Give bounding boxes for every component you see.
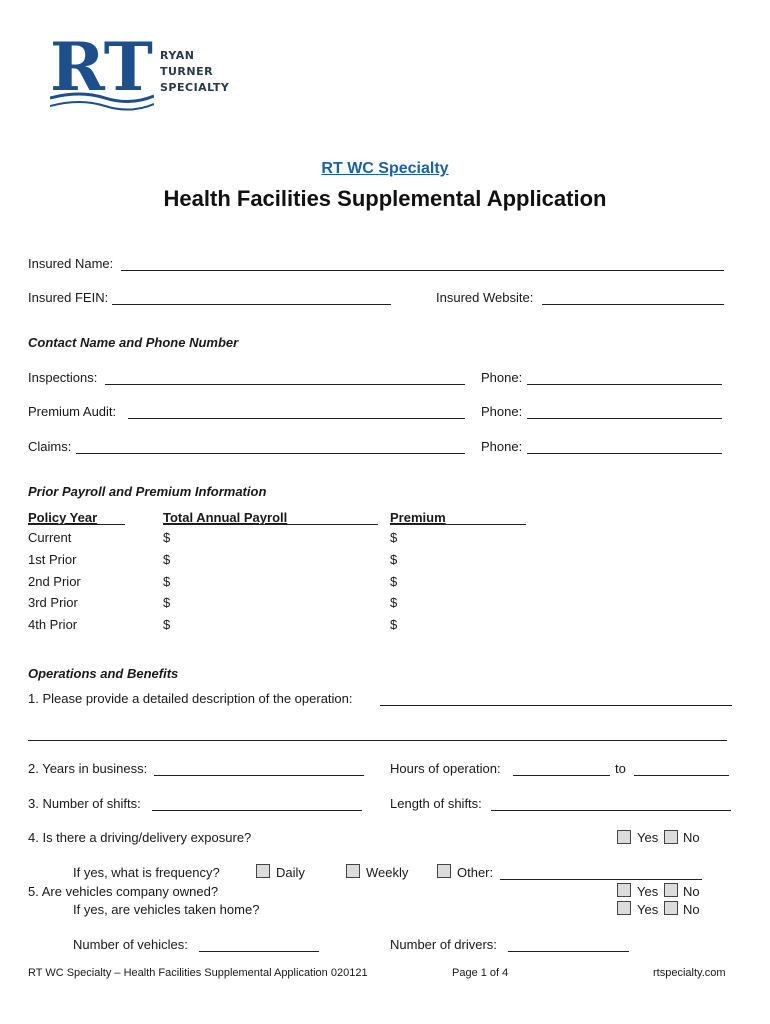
footer-page-number: Page 1 of 4 [452, 967, 509, 979]
taken-home-label: If yes, are vehicles taken home? [73, 902, 260, 917]
payroll-row-premium[interactable]: $ [390, 595, 398, 610]
hours-to-field[interactable] [634, 775, 729, 776]
frequency-label: If yes, what is frequency? [73, 865, 220, 880]
logo-line-1: RYAN [160, 49, 195, 62]
payroll-row-premium[interactable]: $ [390, 617, 398, 632]
frequency-daily-label: Daily [276, 865, 305, 880]
hours-to-label: to [615, 761, 626, 776]
q4-yes-label: Yes [637, 830, 659, 845]
taken-home-yes-checkbox[interactable] [617, 901, 631, 915]
contact-claims-label: Claims: [28, 439, 72, 454]
frequency-weekly-label: Weekly [366, 865, 409, 880]
form-title: Health Facilities Supplemental Application [163, 186, 607, 211]
payroll-row-payroll[interactable]: $ [163, 552, 171, 567]
insured-website-field[interactable] [542, 304, 724, 305]
logo-mark-text: RT [50, 32, 153, 106]
num-vehicles-label: Number of vehicles: [73, 937, 188, 952]
payroll-heading: Prior Payroll and Premium Information [28, 484, 267, 499]
logo-line-3: SPECIALTY [160, 81, 230, 94]
frequency-other-field[interactable] [500, 879, 702, 880]
col-total-payroll: Total Annual Payroll [163, 510, 288, 525]
q4-no-checkbox[interactable] [664, 830, 678, 844]
taken-home-yes-label: Yes [637, 902, 659, 917]
payroll-row-payroll[interactable]: $ [163, 530, 171, 545]
num-vehicles-field[interactable] [199, 951, 319, 952]
contact-inspections-phone-field[interactable] [527, 384, 722, 385]
payroll-row-premium[interactable]: $ [390, 552, 398, 567]
logo-wordmark [160, 48, 229, 96]
number-of-shifts-field[interactable] [152, 810, 362, 811]
contact-audit-label: Premium Audit: [28, 404, 117, 419]
frequency-other-label: Other: [457, 865, 494, 880]
payroll-row-year: 3rd Prior [28, 595, 78, 610]
shift-length-field[interactable] [491, 810, 731, 811]
col-policy-year: Policy Year [28, 510, 98, 525]
q4-yes-checkbox[interactable] [617, 830, 631, 844]
payroll-row-year: 1st Prior [28, 552, 77, 567]
q5-yes-label: Yes [637, 884, 659, 899]
contact-audit-phone-label: Phone: [481, 404, 523, 419]
insured-name-label: Insured Name: [28, 256, 114, 271]
years-in-business-field[interactable] [154, 775, 364, 776]
payroll-row-year: 2nd Prior [28, 574, 81, 589]
payroll-row-payroll[interactable]: $ [163, 595, 171, 610]
payroll-row-year: Current [28, 530, 72, 545]
logo-line-2: TURNER [160, 65, 214, 78]
hours-label: Hours of operation: [390, 761, 501, 776]
payroll-row-payroll[interactable]: $ [163, 617, 171, 632]
q1-field[interactable] [380, 705, 732, 706]
hours-from-field[interactable] [513, 775, 610, 776]
contact-audit-phone-field[interactable] [527, 418, 722, 419]
frequency-weekly-checkbox[interactable] [346, 864, 360, 878]
q5-no-checkbox[interactable] [664, 883, 678, 897]
contact-inspections-field[interactable] [105, 384, 465, 385]
num-drivers-field[interactable] [508, 951, 629, 952]
col-premium-rule [390, 524, 526, 525]
insured-website-label: Insured Website: [436, 290, 534, 305]
contact-inspections-label: Inspections: [28, 370, 98, 385]
q5-label: 5. Are vehicles company owned? [28, 884, 219, 899]
frequency-other-checkbox[interactable] [437, 864, 451, 878]
contact-inspections-phone-label: Phone: [481, 370, 523, 385]
contact-claims-phone-label: Phone: [481, 439, 523, 454]
col-total-payroll-rule [163, 524, 378, 525]
q4-no-label: No [683, 830, 700, 845]
contact-audit-field[interactable] [128, 418, 465, 419]
taken-home-no-checkbox[interactable] [664, 901, 678, 915]
q4-label: 4. Is there a driving/delivery exposure? [28, 830, 252, 845]
contacts-heading: Contact Name and Phone Number [28, 335, 239, 350]
q2-label: 2. Years in business: [28, 761, 148, 776]
footer-website: rtspecialty.com [653, 967, 726, 979]
operations-heading: Operations and Benefits [28, 666, 179, 681]
payroll-row-payroll[interactable]: $ [163, 574, 171, 589]
footer-form-name: RT WC Specialty – Health Facilities Supplemental Application 020121 [28, 967, 368, 979]
company-logo [50, 32, 154, 112]
shift-length-label: Length of shifts: [390, 796, 482, 811]
frequency-daily-checkbox[interactable] [256, 864, 270, 878]
q5-no-label: No [683, 884, 700, 899]
payroll-row-premium[interactable]: $ [390, 530, 398, 545]
num-drivers-label: Number of drivers: [390, 937, 497, 952]
payroll-row-premium[interactable]: $ [390, 574, 398, 589]
insured-name-field[interactable] [121, 270, 724, 271]
col-policy-year-rule [28, 524, 125, 525]
form-subtitle: RT WC Specialty [321, 160, 449, 177]
taken-home-no-label: No [683, 902, 700, 917]
q1-label: 1. Please provide a detailed description of the operation: [28, 691, 353, 706]
q1-field-continued[interactable] [28, 740, 727, 741]
q5-yes-checkbox[interactable] [617, 883, 631, 897]
contact-claims-phone-field[interactable] [527, 453, 722, 454]
col-premium: Premium [390, 510, 446, 525]
payroll-row-year: 4th Prior [28, 617, 78, 632]
contact-claims-field[interactable] [76, 453, 465, 454]
insured-fein-label: Insured FEIN: [28, 290, 109, 305]
insured-fein-field[interactable] [112, 304, 391, 305]
q3-label: 3. Number of shifts: [28, 796, 141, 811]
rt-logo-mark [50, 32, 154, 112]
